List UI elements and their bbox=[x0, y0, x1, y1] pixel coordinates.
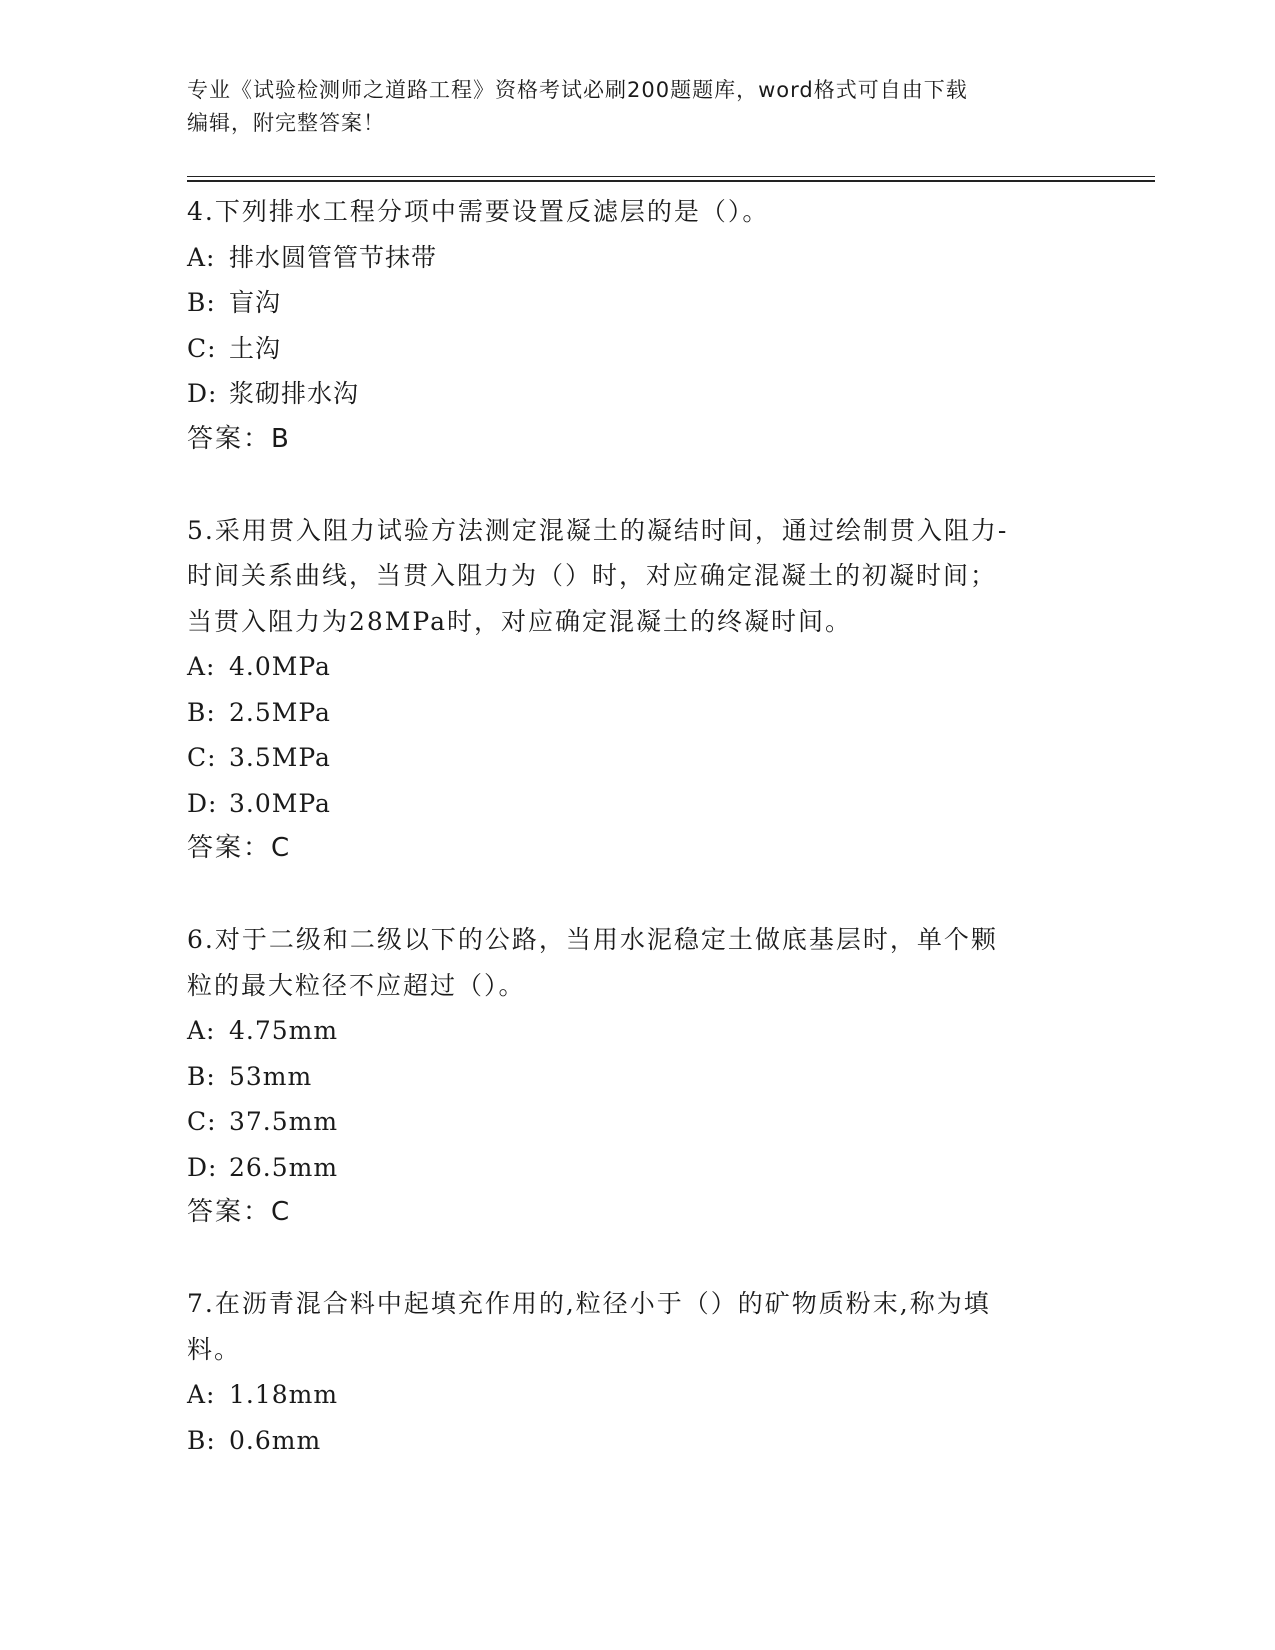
question-text-line: 料。 bbox=[187, 1334, 242, 1364]
option-letter: B: bbox=[187, 1061, 216, 1091]
option-letter: A: bbox=[187, 242, 216, 272]
option-text: 26.5mm bbox=[229, 1152, 339, 1182]
option-text: 2.5MPa bbox=[229, 697, 331, 727]
option-letter: B: bbox=[187, 697, 216, 727]
option-letter: B: bbox=[187, 288, 216, 317]
option-text: 4.75mm bbox=[229, 1016, 339, 1045]
option-text: 53mm bbox=[229, 1061, 313, 1091]
question-text-line: 5.采用贯入阻力试验方法测定混凝土的凝结时间，通过绘制贯入阻力- bbox=[187, 515, 1009, 545]
option-letter: C: bbox=[187, 1107, 217, 1136]
option-letter: D: bbox=[187, 379, 218, 408]
header-divider-bottom bbox=[187, 180, 1155, 182]
option-letter: C: bbox=[187, 743, 217, 772]
option-text: 1.18mm bbox=[229, 1380, 339, 1409]
header-divider-top bbox=[187, 176, 1155, 177]
option-text: 3.0MPa bbox=[229, 788, 331, 818]
option-row bbox=[187, 1372, 1087, 1418]
option-text: 浆砌排水沟 bbox=[229, 379, 360, 408]
question-text-line: 粒的最大粒径不应超过（）。 bbox=[187, 970, 526, 1000]
option-row bbox=[187, 1008, 1087, 1054]
option-letter: A: bbox=[187, 1380, 216, 1409]
option-row bbox=[187, 1418, 1087, 1464]
option-row bbox=[187, 235, 1087, 281]
question-text-line: 6.对于二级和二级以下的公路，当用水泥稳定土做底基层时，单个颗 bbox=[187, 925, 998, 954]
option-row bbox=[187, 644, 1087, 690]
question-text-line: 时间关系曲线，当贯入阻力为（）时，对应确定混凝土的初凝时间； bbox=[187, 561, 998, 590]
option-letter: A: bbox=[187, 1016, 216, 1045]
option-text: 排水圆管管节抹带 bbox=[229, 242, 438, 272]
option-row bbox=[187, 1054, 1087, 1100]
option-row bbox=[187, 280, 1087, 326]
question-block bbox=[187, 1281, 1087, 1463]
option-text: 土沟 bbox=[229, 333, 282, 363]
question-spacer bbox=[187, 462, 1087, 508]
question-block bbox=[187, 189, 1087, 462]
option-letter: B: bbox=[187, 1425, 216, 1455]
header-line-2: 编辑，附完整答案！ bbox=[187, 111, 385, 135]
option-row bbox=[187, 1099, 1087, 1145]
option-text: 0.6mm bbox=[229, 1425, 322, 1455]
question-block bbox=[187, 508, 1087, 872]
option-letter: A: bbox=[187, 652, 216, 681]
answer-line: 答案：C bbox=[187, 833, 292, 863]
question-spacer bbox=[187, 872, 1087, 918]
question-text-line: 4.下列排水工程分项中需要设置反滤层的是（）。 bbox=[187, 197, 770, 226]
answer-line: 答案：C bbox=[187, 1197, 292, 1227]
question-text-line: 7.在沥青混合料中起填充作用的,粒径小于（）的矿物质粉末,称为填 bbox=[187, 1289, 991, 1318]
option-row bbox=[187, 326, 1087, 372]
option-text: 4.0MPa bbox=[229, 652, 331, 681]
header-line-1: 专业《试验检测师之道路工程》资格考试必刷200题题库，word格式可自由下载 bbox=[187, 78, 968, 102]
question-block bbox=[187, 917, 1087, 1236]
option-text: 盲沟 bbox=[229, 288, 282, 317]
option-letter: C: bbox=[187, 333, 217, 363]
question-text-line: 当贯入阻力为28MPa时，对应确定混凝土的终凝时间。 bbox=[187, 606, 853, 636]
question-list bbox=[187, 189, 1087, 1463]
option-row bbox=[187, 781, 1087, 827]
option-letter: D: bbox=[187, 1152, 218, 1182]
option-row bbox=[187, 371, 1087, 417]
answer-line: 答案：B bbox=[187, 423, 291, 454]
option-text: 37.5mm bbox=[229, 1107, 339, 1136]
option-row bbox=[187, 1145, 1087, 1191]
option-row bbox=[187, 735, 1087, 781]
document-header bbox=[187, 74, 1087, 140]
option-row bbox=[187, 690, 1087, 736]
option-text: 3.5MPa bbox=[229, 743, 331, 772]
question-spacer bbox=[187, 1236, 1087, 1282]
option-letter: D: bbox=[187, 788, 218, 818]
